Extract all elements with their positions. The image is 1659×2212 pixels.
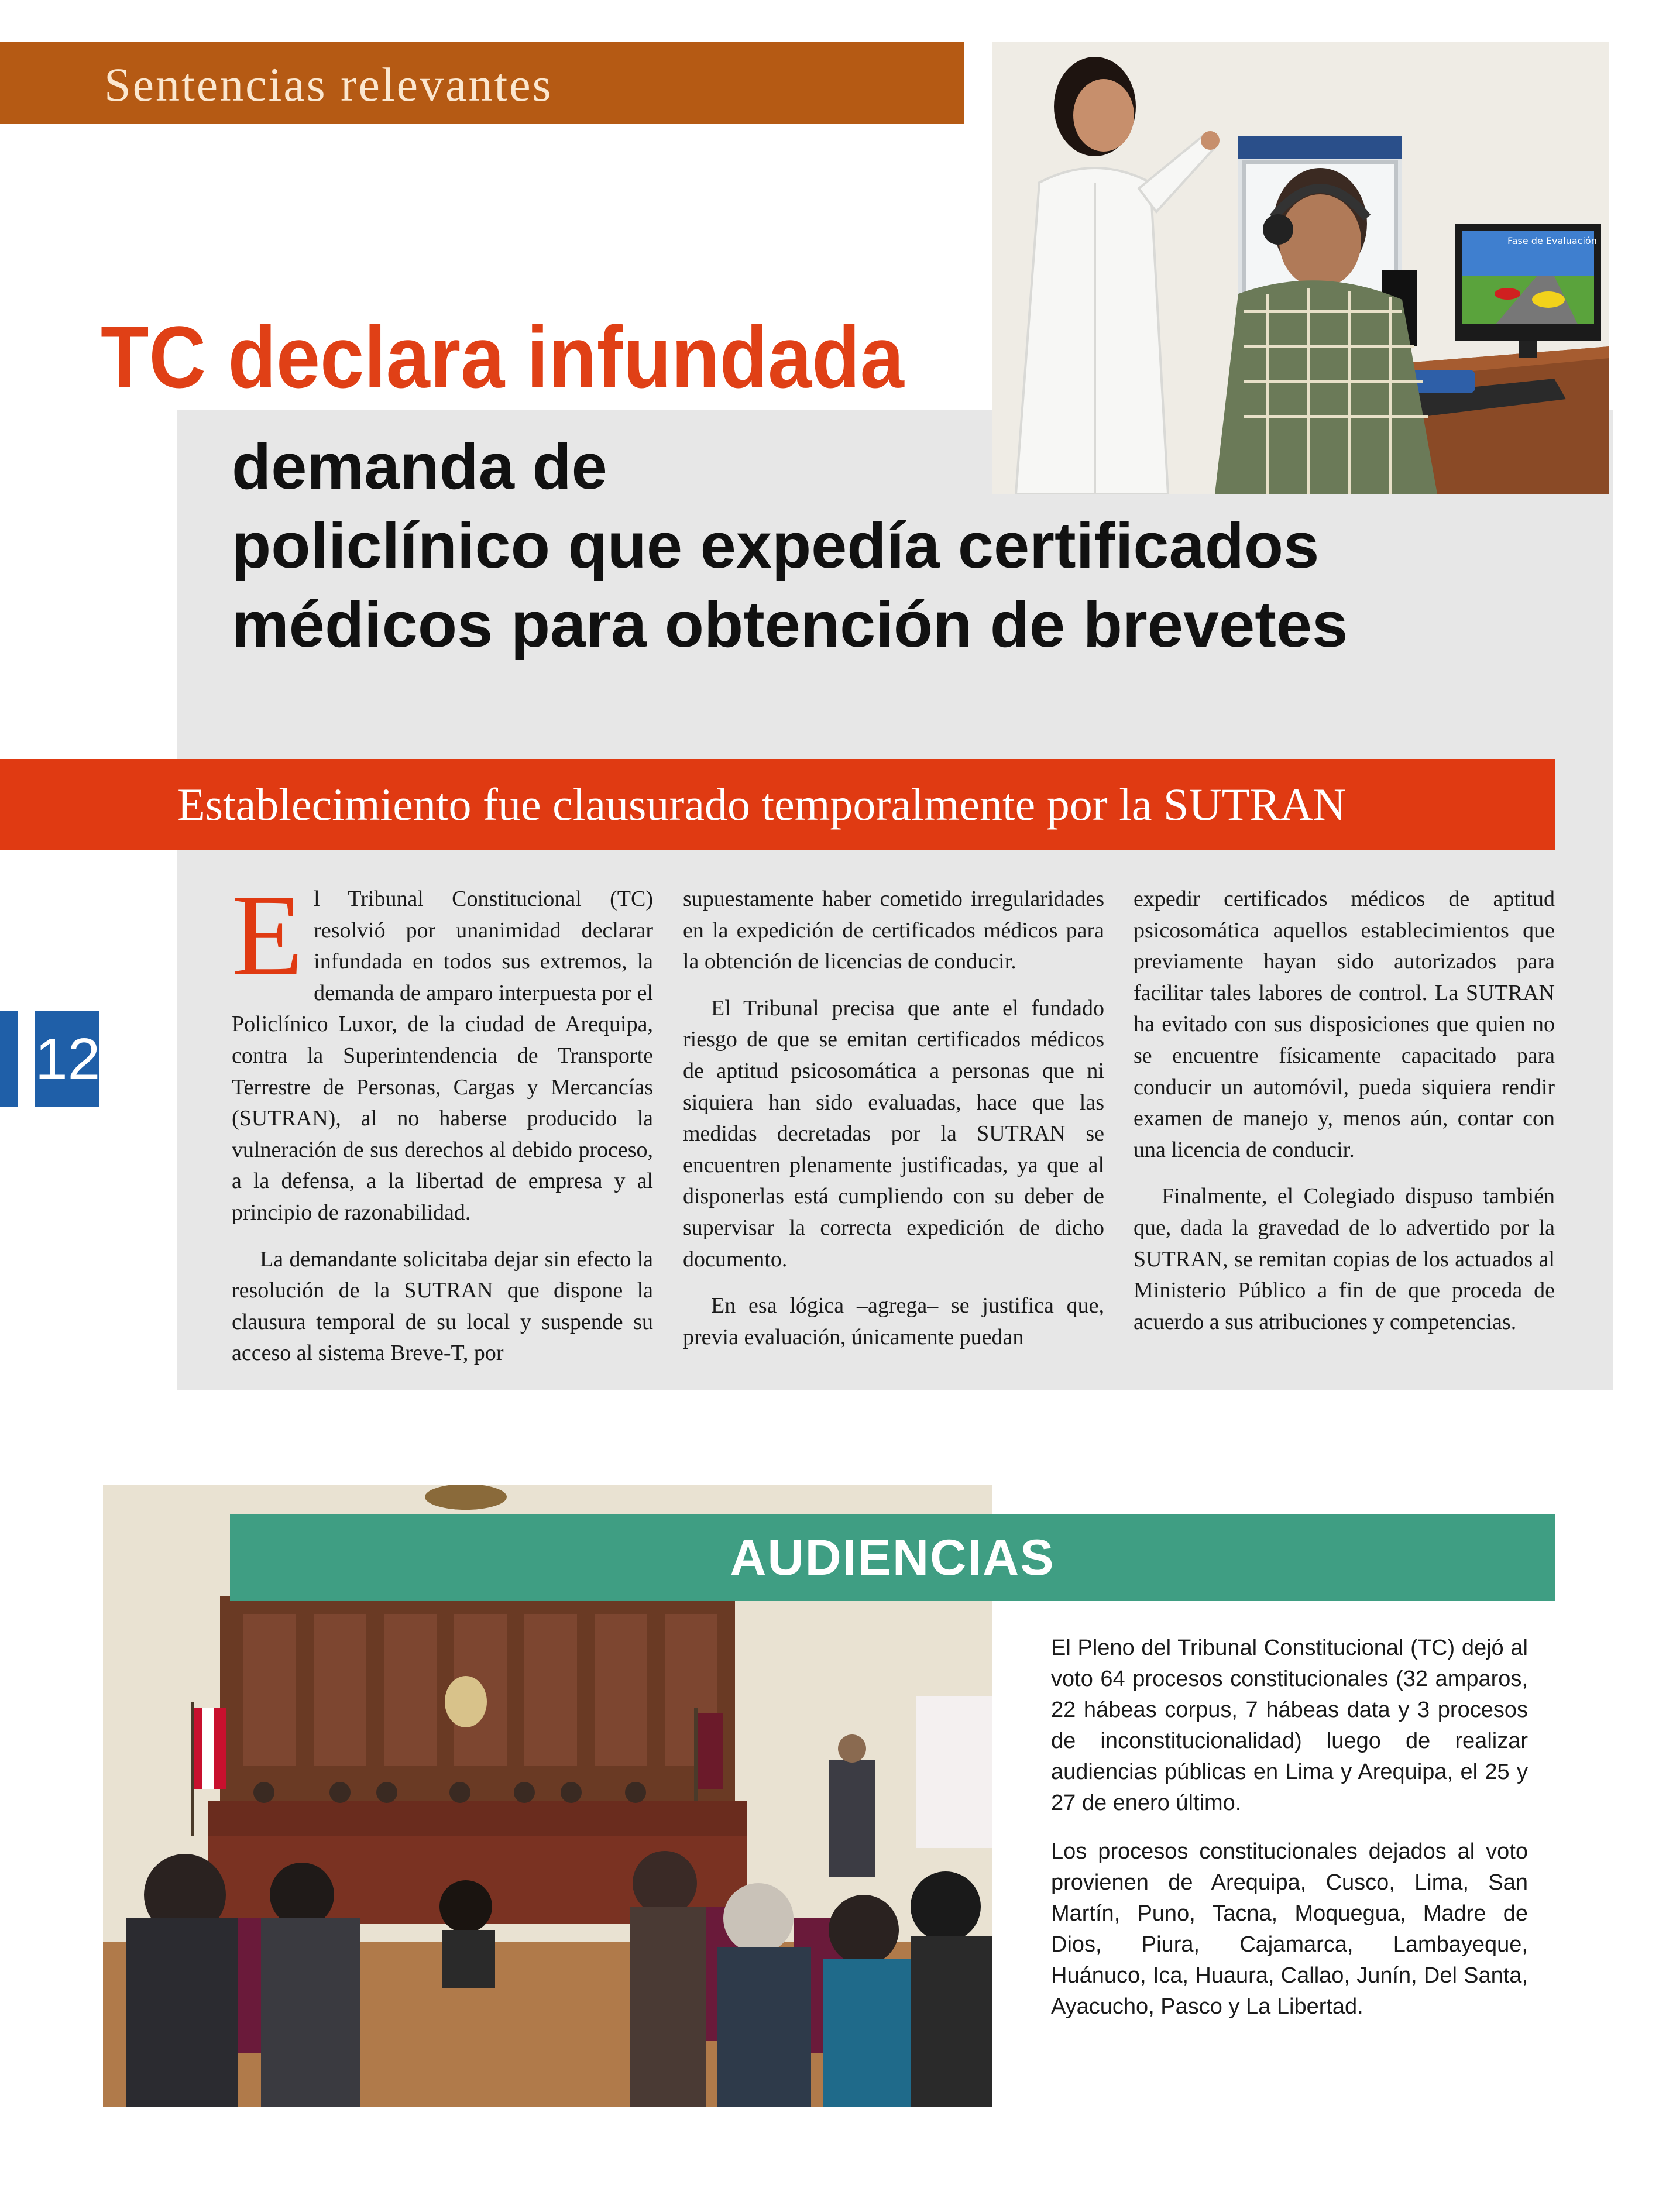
audiencias-title: AUDIENCIAS — [730, 1530, 1055, 1586]
page-number: 12 — [35, 1026, 101, 1092]
paragraph: Los procesos constitucionales dejados al voto provienen de Arequipa, Cusco, Lima, San Martín, Puno, Tacna, Moquegua, Madre de Dios, Piura, Cajamarca, Lambayeque, Huánuco, Ica, Huaura, Callao, Junín, Del Santa, Ayacucho, Pasco y La Libertad. — [1051, 1839, 1528, 2019]
section-label: Sentencias relevantes — [104, 58, 553, 111]
page-tab-stripe — [0, 1011, 18, 1107]
paragraph: El Pleno del Tribunal Constitucional (TC) dejó al voto 64 procesos constitucionales (32 amparos, 22 hábeas corpus, 7 hábeas data y 3 procesos de inconstitucionalidad) luego de realizar audiencias públicas en Lima y Arequipa, el 25 y 27 de enero último. — [1051, 1636, 1528, 1815]
screen-caption: Fase de Evaluación — [1507, 235, 1597, 246]
paragraph: La demandante solicitaba dejar sin efecto la resolución de la SUTRAN que dispone la clausura temporal de su local y suspende su acceso al sistema Breve-T, por — [232, 1246, 653, 1366]
audiencias-text — [1051, 1633, 1528, 2040]
paragraph — [232, 871, 653, 1229]
headline-line-3: médicos para obtención de brevetes — [232, 589, 1348, 661]
paragraph: El Tribunal precisa que ante el fundado riesgo de que se emitan certificados médicos de aptitud psicosomática a personas que ni siquiera han sido evaluadas, hace que las medidas decretadas por la SUTRAN se encuentren plenamente justificadas, ya que al disponerlas está cumpliendo con su deber de supervisar la correcta expedición de dicho documento. — [683, 995, 1104, 1272]
driving-test-illustration — [992, 42, 1609, 494]
drop-cap: E — [232, 871, 304, 1000]
subheadline: Establecimiento fue clausurado temporalmente por la SUTRAN — [177, 779, 1347, 830]
headline-line-2: policlínico que expedía certificados — [232, 510, 1320, 582]
headline-black — [232, 427, 1578, 664]
paragraph: supuestamente haber cometido irregularidades en la expedición de certificados médicos para la obtención de licencias de conducir. — [683, 887, 1104, 974]
article-column-2 — [683, 884, 1104, 1368]
photo-driving-test — [992, 42, 1609, 494]
headline-red: TC declara infundada — [101, 308, 904, 406]
paragraph: En esa lógica –agrega– se justifica que, previa evaluación, únicamente puedan — [683, 1293, 1104, 1349]
paragraph-text: l Tribunal Constitucional (TC) resolvió por unanimidad declarar infundada en todos sus extremos, la demanda de amparo interpuesta por el Policlínico Luxor, de la ciudad de Arequipa, contra la Superintendencia de Transporte Terrestre de Personas, Cargas y Mercancías (SUTRAN), al no haberse producido la vulneración de sus derechos al debido proceso, a la defensa, a la libertad de empresa y al principio de razonabilidad. — [232, 887, 653, 1225]
headline-line-1: demanda de — [232, 431, 607, 503]
article-column-3 — [1134, 884, 1555, 1353]
paragraph: Finalmente, el Colegiado dispuso también que, dada la gravedad de lo advertido por la SUTRAN, se remitan copias de los actuados al Ministerio Público a fin de que proceda de acuerdo a sus atribuciones y competencias. — [1134, 1184, 1555, 1334]
paragraph: expedir certificados médicos de aptitud psicosomática aquellos establecimientos que previamente hayan sido autorizados para facilitar tales labores de control. La SUTRAN ha evitado con sus disposiciones que quien no se encuentre físicamente capacitado para conducir un automóvil, pueda siquiera rendir examen de manejo y, menos aún, contar con una licencia de conducir. — [1134, 887, 1555, 1162]
article-column-1 — [232, 871, 653, 1385]
